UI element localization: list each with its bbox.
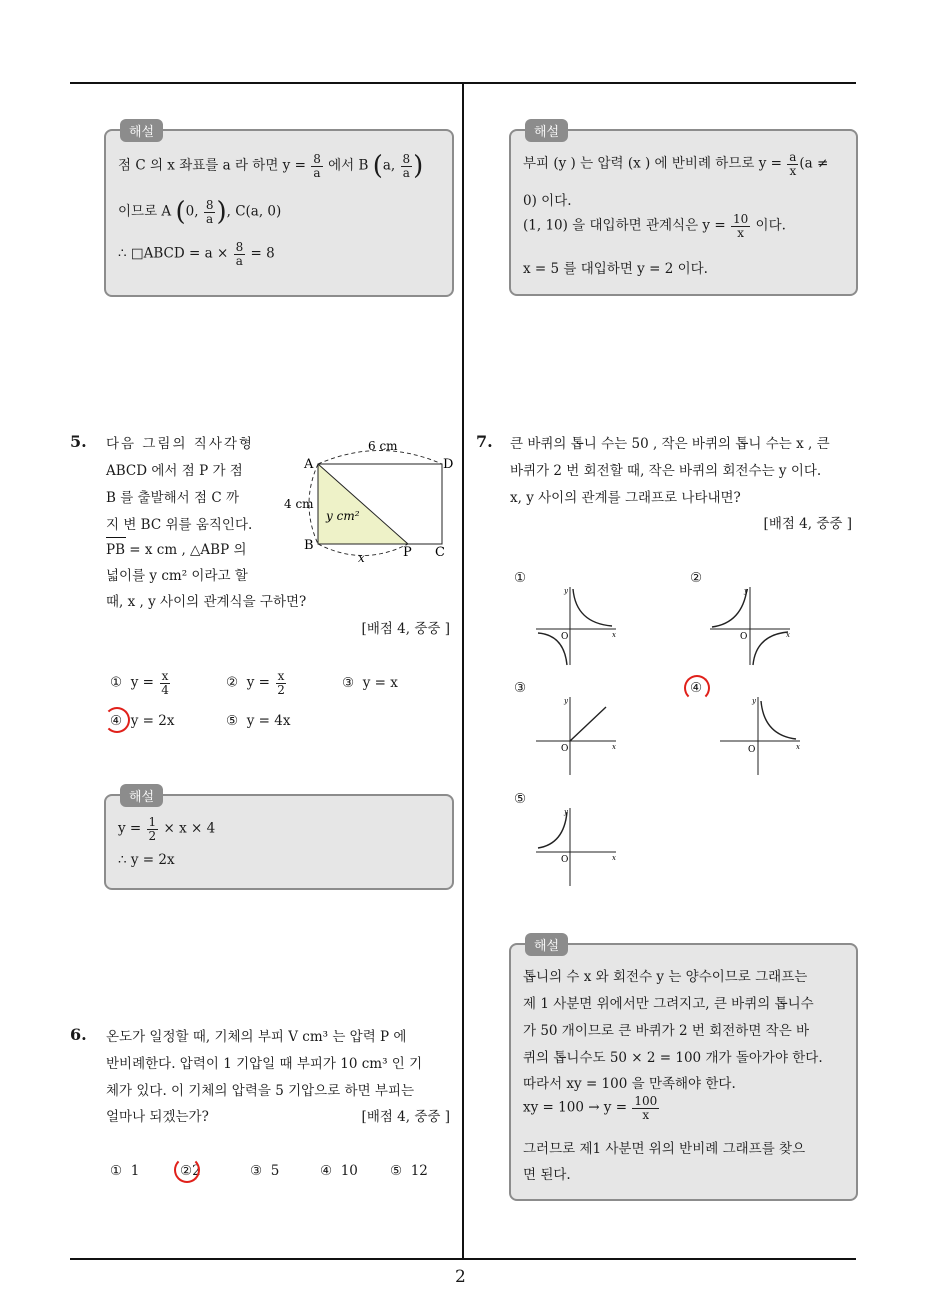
solution-line-2: 이므로 A (0, $\frac{8}{a}$ ), C(a, 0) [118,197,282,227]
label-p: P [403,545,412,560]
solution-tag: 해설 [120,119,163,142]
label-area: y cm² [326,509,360,523]
solution-box-q5 [104,790,454,890]
solution-line-4: x = 5 를 대입하면 y = 2 이다. [523,261,708,277]
q7-line: 큰 바퀴의 톱니 수는 50 , 작은 바퀴의 톱니 수는 x , 큰 [510,436,830,452]
svg-text:O: O [561,744,569,754]
q7-line: x, y 사이의 관계를 그래프로 나타내면? [510,490,741,506]
q5-score: [배점 4, 중중 ] [361,621,450,637]
svg-text:O: O [748,745,756,755]
q5-option-2[interactable]: ② y = $\frac{x}{2}$ [226,669,285,697]
solution-box-q7 [509,939,858,1201]
svg-text:O: O [561,632,569,642]
solution-line-1: 점 C 의 x 좌표를 a 라 하면 y = $\frac{8}{a}$ 에서 B (a, $\frac{8}{a}$ ) [118,151,424,181]
svg-text:y: y [564,808,568,816]
q5-option-3[interactable]: ③ y = x [342,675,398,691]
q7-graph-3 [536,695,620,777]
q7-graph-5 [536,806,620,888]
solution-line-1: 부피 (y ) 는 압력 (x ) 에 반비례 하므로 y = $\frac{a}{x}$ (a ≠ [523,150,829,178]
svg-text:O: O [740,632,748,642]
answer-circle-q6 [174,1157,200,1183]
q7-option-2[interactable]: ② [690,570,703,586]
svg-text:y: y [752,697,756,705]
solution-equation: xy = 100 → y = $\frac{100}{x}$ [523,1094,658,1122]
q5-line: 때, x , y 사이의 관계식을 구하면? [106,594,307,610]
solution-line: 톱니의 수 x 와 회전수 y 는 양수이므로 그래프는 [523,969,808,985]
answer-circle-q5 [104,707,130,733]
q5-option-5[interactable]: ⑤ y = 4x [226,713,291,729]
solution-line: 가 50 개이므로 큰 바퀴가 2 번 회전하면 작은 바 [523,1023,810,1039]
svg-text:x: x [612,631,616,639]
solution-line-2: 0) 이다. [523,193,572,209]
solution-line: 면 된다. [523,1167,571,1183]
q6-option-5[interactable]: ⑤ 12 [390,1163,428,1179]
bottom-rule [70,1258,856,1260]
q5-line: PB = x cm , △ABP 의 [106,542,247,558]
svg-text:x: x [612,743,616,751]
q7-graph-4 [720,695,804,777]
solution-box-q4 [104,125,454,297]
q6-number: 6. [70,1025,87,1044]
svg-text:x: x [612,854,616,862]
q5-line: ABCD 에서 점 P 가 점 [106,463,243,479]
svg-text:O: O [561,855,569,865]
svg-text:y: y [564,697,568,705]
solution-line: 퀴의 톱니수도 50 × 2 = 100 개가 돌아가야 한다. [523,1050,823,1066]
q5-line: B 를 출발해서 점 C 까 [106,490,239,506]
q6-line: 얼마나 되겠는가? [106,1109,209,1125]
solution-line-3: ∴ □ABCD = a × $\frac{8}{a}$ = 8 [118,240,275,268]
svg-text:y: y [744,587,748,595]
q5-option-4[interactable]: ④ y = 2x [110,713,175,729]
q7-score: [배점 4, 중중 ] [763,516,852,532]
q6-line: 반비례한다. 압력이 1 기압일 때 부피가 10 cm³ 인 기 [106,1056,423,1072]
solution-line: 제 1 사분면 위에서만 그려지고, 큰 바퀴의 톱니수 [523,996,814,1012]
label-a: A [304,457,314,472]
answer-circle-q7 [684,675,710,701]
label-d: D [443,457,454,472]
svg-text:x: x [796,743,800,751]
q5-rectangle-figure [280,432,460,562]
solution-line-2: ∴ y = 2x [118,852,175,868]
q7-graph-1 [536,585,620,667]
q7-line: 바퀴가 2 번 회전할 때, 작은 바퀴의 회전수는 y 이다. [510,463,822,479]
page-number: 2 [455,1267,466,1287]
q6-option-3[interactable]: ③ 5 [250,1163,280,1179]
q7-option-5[interactable]: ⑤ [514,791,527,807]
solution-box-q6 [509,125,858,296]
q6-score: [배점 4, 중중 ] [361,1109,450,1125]
q5-line: 지 변 BC 위를 움직인다. [106,517,253,533]
q5-option-1[interactable]: ① y = $\frac{x}{4}$ [110,669,169,697]
q6-option-1[interactable]: ① 1 [110,1163,140,1179]
svg-text:x: x [786,631,790,639]
label-bottom: x [358,551,365,562]
solution-line-1: y = $\frac{1}{2}$ × x × 4 [118,815,216,843]
svg-text:y: y [564,587,568,595]
q6-option-4[interactable]: ④ 10 [320,1163,358,1179]
solution-tag: 해설 [525,933,568,956]
solution-tag: 해설 [525,119,568,142]
q5-number: 5. [70,432,87,451]
solution-line: 그러므로 제1 사분면 위의 반비례 그래프를 찾으 [523,1141,806,1157]
label-c: C [435,545,445,560]
solution-line-3: (1, 10) 을 대입하면 관계식은 y = $\frac{10}{x}$ 이다. [523,212,786,240]
label-b: B [304,538,314,553]
q5-line: 다음 그림의 직사각형 [106,436,254,452]
q5-line: 넓이를 y cm² 이라고 할 [106,568,248,584]
q7-option-3[interactable]: ③ [514,680,527,696]
label-top: 6 cm [368,439,398,453]
solution-line: 따라서 xy = 100 을 만족해야 한다. [523,1076,736,1092]
overline-pb [106,537,126,538]
solution-tag: 해설 [120,784,163,807]
q6-line: 체가 있다. 이 기체의 압력을 5 기압으로 하면 부피는 [106,1083,415,1099]
q7-number: 7. [476,432,493,451]
q7-option-4[interactable]: ④ [690,680,703,696]
q7-option-1[interactable]: ① [514,570,527,586]
label-left: 4 cm [284,497,314,511]
q6-line: 온도가 일정할 때, 기체의 부피 V cm³ 는 압력 P 에 [106,1029,407,1045]
column-divider [462,82,464,1258]
q7-graph-2 [710,585,794,667]
q6-option-2[interactable]: ②2 [180,1163,201,1179]
